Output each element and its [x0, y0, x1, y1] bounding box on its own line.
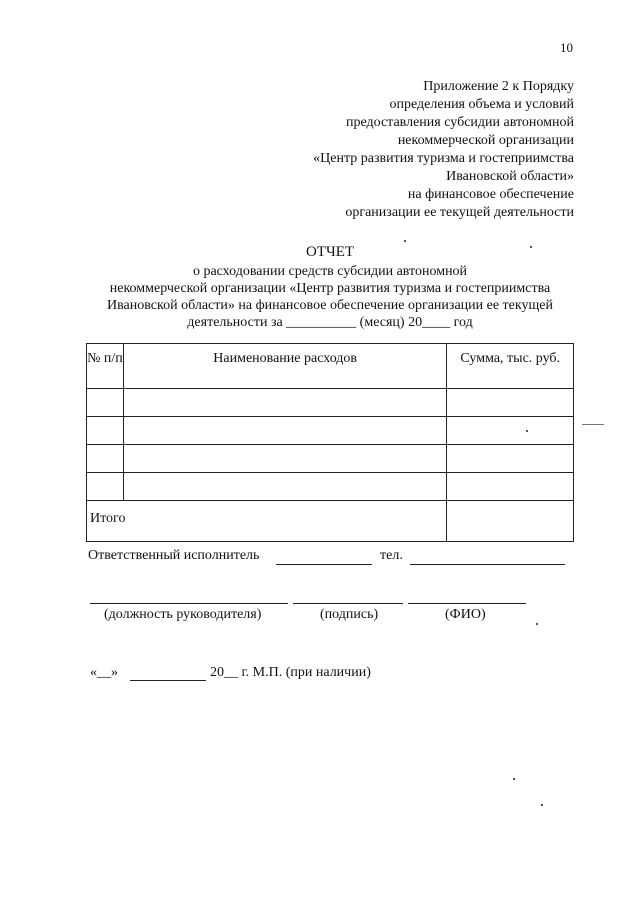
table-cell[interactable] — [447, 389, 574, 417]
report-heading: ОТЧЕТ — [305, 244, 355, 260]
total-row — [87, 501, 574, 542]
signature-caption: (подпись) — [320, 607, 379, 622]
appendix-line: Ивановской области» — [446, 169, 574, 184]
header-sum-label: Сумма, тыс. руб. — [460, 351, 561, 366]
appendix-line: на финансовое обеспечение — [407, 187, 574, 202]
table-cell[interactable] — [447, 473, 574, 501]
appendix-block — [254, 78, 574, 222]
scan-speck — [530, 246, 532, 248]
page-number: 10 — [560, 40, 573, 55]
scan-speck — [526, 430, 528, 432]
report-title-block — [80, 244, 580, 331]
table-row — [87, 389, 574, 417]
name-blank[interactable] — [408, 603, 526, 604]
expenses-table — [86, 343, 574, 542]
phone-blank[interactable] — [410, 564, 565, 565]
table-cell[interactable] — [447, 445, 574, 473]
table-cell[interactable] — [87, 473, 124, 501]
position-caption: (должность руководителя) — [104, 607, 262, 622]
appendix-line: некоммерческой организации — [397, 133, 574, 148]
table-cell[interactable] — [87, 389, 124, 417]
title-line: некоммерческой организации «Центр развития туризма и гостеприимства — [109, 281, 551, 296]
name-caption: (ФИО) — [445, 607, 486, 622]
header-sum — [447, 344, 574, 389]
scan-mark — [582, 424, 604, 425]
table-header-row — [87, 344, 574, 389]
date-day: «__» — [90, 665, 118, 680]
table-cell[interactable] — [447, 417, 574, 445]
responsible-blank[interactable] — [276, 564, 372, 565]
appendix-line: определения объема и условий — [389, 97, 574, 112]
appendix-line: предоставления субсидии автономной — [345, 115, 574, 130]
table-row — [87, 445, 574, 473]
signature-blank[interactable] — [293, 603, 403, 604]
appendix-line: Приложение 2 к Порядку — [423, 79, 574, 94]
appendix-line: организации ее текущей деятельности — [345, 205, 574, 220]
table-row — [87, 417, 574, 445]
header-name-label: Наименование расходов — [213, 351, 358, 366]
table-cell[interactable] — [87, 445, 124, 473]
table-cell[interactable] — [123, 417, 447, 445]
table-cell[interactable] — [87, 417, 124, 445]
date-year-text: 20__ г. М.П. (при наличии) — [210, 665, 371, 680]
title-line: о расходовании средств субсидии автономной — [192, 264, 468, 279]
table-cell[interactable] — [123, 445, 447, 473]
title-line: деятельности за __________ (месяц) 20____ год — [187, 315, 473, 330]
phone-label: тел. — [380, 548, 403, 563]
table-cell[interactable] — [123, 473, 447, 501]
scan-speck — [541, 804, 543, 806]
scan-speck — [536, 623, 538, 625]
total-value-cell[interactable] — [447, 501, 574, 542]
header-num — [87, 344, 124, 389]
position-blank[interactable] — [90, 603, 288, 604]
table-cell[interactable] — [123, 389, 447, 417]
responsible-label: Ответственный исполнитель — [88, 548, 260, 563]
appendix-line: «Центр развития туризма и гостеприимства — [313, 151, 574, 166]
scan-speck — [404, 240, 406, 242]
table-row — [87, 473, 574, 501]
scan-speck — [513, 778, 515, 780]
header-name — [123, 344, 447, 389]
total-label: Итого — [87, 501, 447, 542]
title-line: Ивановской области» на финансовое обеспечение организации ее текущей — [107, 298, 553, 313]
date-month-blank[interactable] — [130, 680, 206, 681]
header-num-label: № п/п — [87, 351, 123, 366]
